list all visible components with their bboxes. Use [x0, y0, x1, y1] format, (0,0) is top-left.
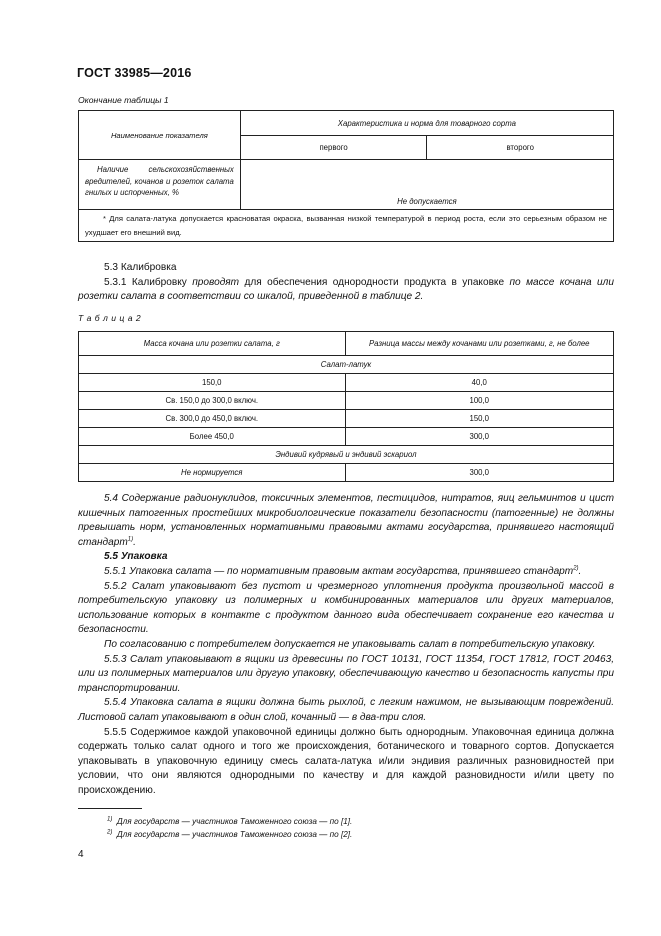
table2-caption: Т а б л и ц а 2 [78, 313, 142, 323]
table-row [79, 374, 614, 392]
paragraph-5-5-heading: 5.5 Упаковка [104, 551, 168, 563]
table2-cell-mass: Св. 150,0 до 300,0 включ. [79, 392, 346, 410]
table2-group-lettuce: Салат-латук [79, 356, 614, 374]
table-row [79, 392, 614, 410]
paragraph-5-5-4: 5.5.4 Упаковка салата в ящики должна быть рыхлой, с легким нажимом, не вызывающим повреждений. Листовой салат упаковывают в один слой, кочанный — в два-три слоя. [78, 697, 614, 723]
table2-header-mass: Масса кочана или розетки салата, г [79, 332, 346, 356]
table-row [79, 428, 614, 446]
table2-cell-diff: 300,0 [345, 464, 614, 482]
paragraph-5-5-1: 5.5.1 Упаковка салата — по нормативным правовым актам государства, принявшего стандарт$^{2)}$. [104, 565, 582, 577]
table2-cell-mass: Не нормируется [79, 464, 346, 482]
footnote-divider [78, 808, 142, 809]
table1-header-group: Характеристика и норма для товарного сорта [240, 111, 613, 136]
footnote-2 [107, 828, 352, 841]
table2-cell-diff: 150,0 [345, 410, 614, 428]
fn2-mark: 2) [107, 829, 113, 836]
table2-cell-diff: 300,0 [345, 428, 614, 446]
s531-a: 5.3.1 Калибровку [104, 276, 187, 288]
body-text [78, 492, 614, 798]
section-5-3 [78, 261, 614, 305]
table1-header-indicator: Наименование показателя [79, 111, 241, 160]
table1-note: * Для салата-латука допускается красноватая окраска, вызванная низкой температурой в период роста, если это серьезным образом не ухудшает его внешний вид. [79, 210, 614, 242]
table-row [79, 464, 614, 482]
fn1-text: Для государств — участников Таможенного союза — по [1]. [116, 817, 353, 826]
table1-caption: Окончание таблицы 1 [78, 95, 169, 105]
table2-cell-mass: Св. 300,0 до 450,0 включ. [79, 410, 346, 428]
paragraph-agreement: По согласованию с потребителем допускается не упаковывать салат в потребительскую упаковку. [104, 638, 596, 650]
p54-sup: 1) [127, 536, 134, 543]
section-5-3-heading: 5.3 Калибровка [104, 262, 177, 273]
table2-cell-mass: Более 450,0 [79, 428, 346, 446]
table1 [78, 110, 614, 242]
table1-row-name: Наличие сельскохозяйственных вредителей, кочанов и розеток салата гнилых и испорченных, % [79, 160, 241, 210]
p551-sup: 2) [573, 565, 579, 572]
fn2-text: Для государств — участников Таможенного союза — по [2]. [116, 830, 353, 839]
table2-cell-diff: 40,0 [345, 374, 614, 392]
table2 [78, 331, 614, 482]
table2-group-endive: Эндивий кудрявый и эндивий эскариол [79, 446, 614, 464]
footnote-1 [107, 815, 352, 828]
s531-b: проводят [186, 276, 240, 288]
table1-header-second: второго [427, 136, 614, 160]
s531-c: для обеспечения однородности продукта в упаковке [239, 276, 505, 288]
table2-cell-diff: 100,0 [345, 392, 614, 410]
fn1-mark: 1) [107, 816, 113, 823]
paragraph-5-5-5: 5.5.5 Содержимое каждой упаковочной единицы должно быть однородным. Упаковочная единица должна содержать только салат одного и того же происхождения, ботанического и товарного сортов. Допускается упаковывать в упаковочную единицу смесь салата-латука и/или эндивия различных разновидностей при условии, что они являются однородными по качеству и для каждой разновидности и/или цвету по происхождению. [78, 726, 614, 796]
table-row [79, 410, 614, 428]
s531-d: по массе кочана или розетки салата в соответствии со шкалой, приведенной в таблице 2. [78, 276, 614, 303]
p54-text: 5.4 Содержание радионуклидов, токсичных элементов, пестицидов, нитратов, яиц гельминтов и цист кишечных патогенных простейших микробиологические показатели безопасности (патогенные) не должны превышать норм, установленных нормативными правовыми актами государства, принявшего настоящий стандарт [78, 493, 614, 548]
paragraph-5-4: 5.4 Содержание радионуклидов, токсичных элементов, пестицидов, нитратов, яиц гельминтов и цист кишечных патогенных простейших микробиологические показатели безопасности (патогенные) не должны превышать норм, установленных нормативными правовыми актами государства, принявшего настоящий стандарт$^{1)}$. [78, 493, 614, 548]
table2-cell-mass: 150,0 [79, 374, 346, 392]
section-5-3-1 [78, 276, 614, 305]
table1-header-first: первого [240, 136, 427, 160]
document-header: ГОСТ 33985—2016 [77, 66, 192, 80]
paragraph-5-5-3: 5.5.3 Салат упаковывают в ящики из древесины по ГОСТ 10131, ГОСТ 11354, ГОСТ 17812, ГОСТ 20463, или из полимерных материалов или другую упаковку, обеспечивающую качество и безопасность капусты при транспортировании. [78, 653, 614, 694]
page-number: 4 [78, 849, 84, 860]
p551-text: 5.5.1 Упаковка салата — по нормативным правовым актам государства, принявшего стандарт [104, 565, 574, 577]
paragraph-5-5-2: 5.5.2 Салат упаковывают без пустот и чрезмерного уплотнения продукта произвольной массой в потребительскую упаковку из полимерных и комбинированных материалов или других материалов, использование которых в контакте с продуктом данного вида обеспечивает сохранение его качества и безопасности. [78, 580, 614, 636]
table2-header-diff: Разница массы между кочанами или розетками, г, не более [345, 332, 614, 356]
table1-row-value: Не допускается [240, 160, 613, 210]
